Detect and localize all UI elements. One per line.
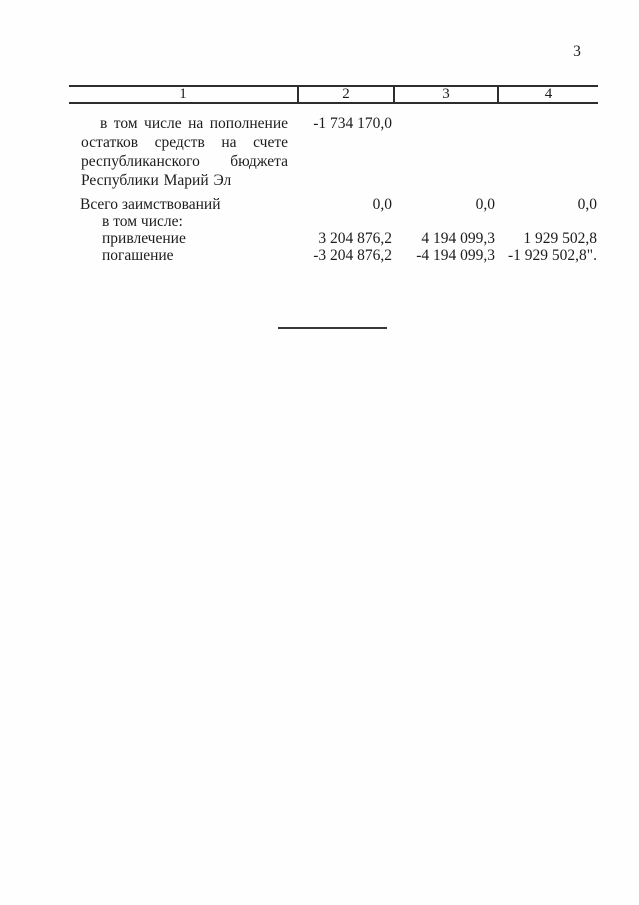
column-header-3: 3 (393, 87, 497, 102)
cell-value-total-col2: 0,0 (372, 196, 392, 213)
cell-value-total-col4: 0,0 (577, 196, 597, 213)
cell-value-repayment-col4: -1 929 502,8". (508, 247, 597, 264)
end-separator-line (278, 327, 387, 329)
column-header-4: 4 (497, 87, 598, 102)
paragraph-line: остатков средств на счете (81, 134, 288, 151)
row-label-including: в том числе: (102, 213, 183, 230)
cell-value-repayment-col2: -3 204 876,2 (313, 247, 392, 264)
row-label-total-borrowings: Всего заимствований (80, 196, 221, 213)
page-number: 3 (573, 43, 581, 60)
cell-value-attraction-col2: 3 204 876,2 (318, 230, 392, 247)
paragraph-line: в том числе на пополнение (100, 115, 288, 132)
cell-value-attraction-col3: 4 194 099,3 (421, 230, 495, 247)
paragraph-line: Республики Марий Эл (81, 172, 232, 189)
cell-value-remainder-col2: -1 734 170,0 (313, 115, 392, 132)
row-label-repayment: погашение (102, 247, 174, 264)
paragraph-line: республиканского бюджета (81, 153, 288, 170)
row-label-attraction: привлечение (102, 230, 186, 247)
table-row-remainder-description (81, 114, 288, 190)
column-header-2: 2 (297, 87, 393, 102)
cell-value-total-col3: 0,0 (475, 196, 495, 213)
cell-value-attraction-col4: 1 929 502,8 (523, 230, 597, 247)
column-header-1: 1 (179, 86, 187, 102)
cell-value-repayment-col3: -4 194 099,3 (416, 247, 495, 264)
table-header-row (69, 85, 598, 104)
